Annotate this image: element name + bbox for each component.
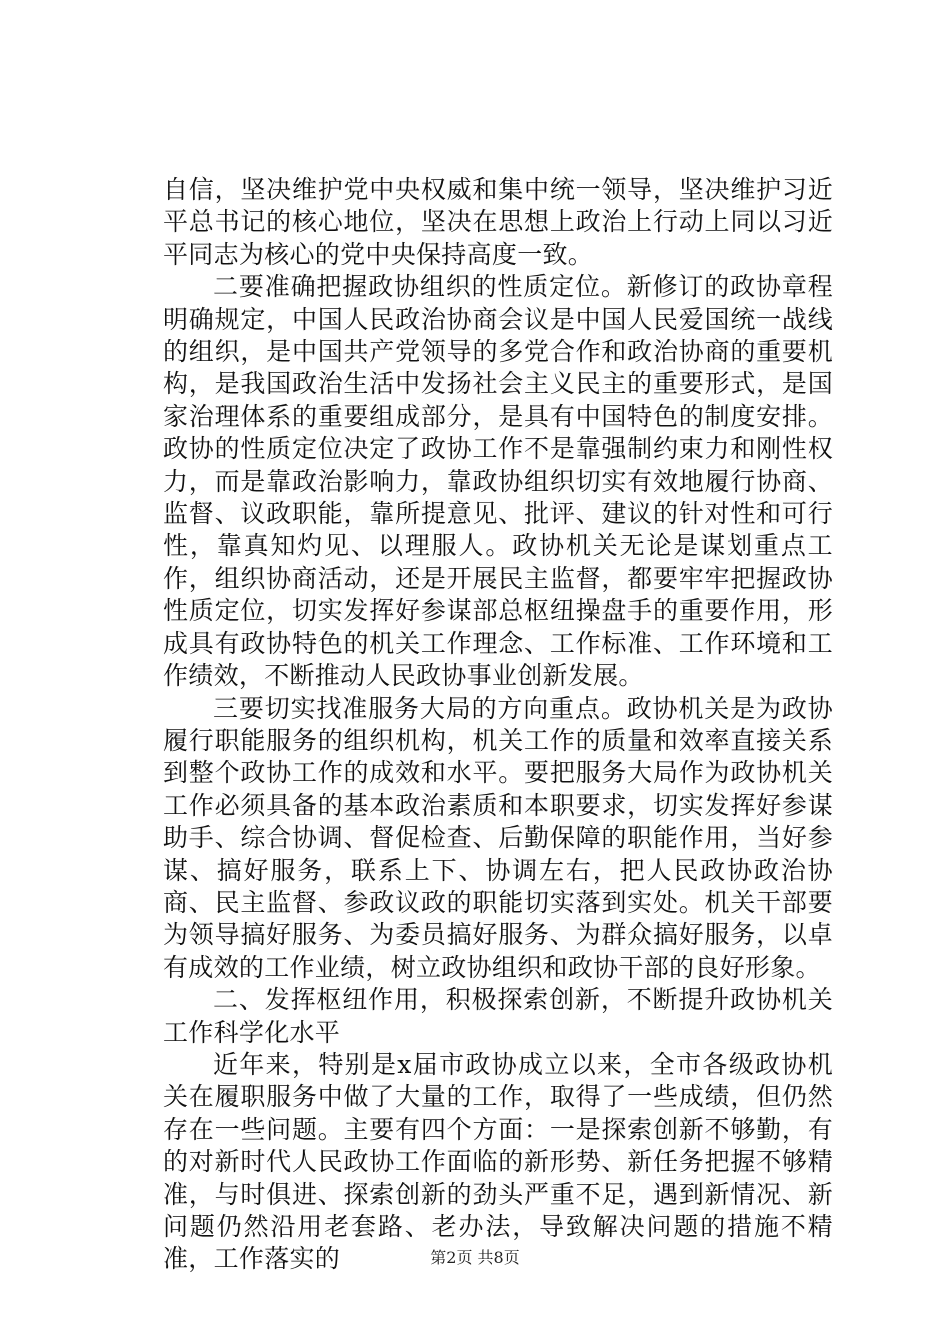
paragraph-serve-overall: 三要切实找准服务大局的方向重点。政协机关是为政协履行职能服务的组织机构，机关工作的质量和效率直接关系到整个政协工作的成效和水平。要把服务大局作为政协机关工作必须具备的基本政治素质和本职要求，切实发挥好参谋助手、综合协调、督促检查、后勤保障的职能作用，当好参谋、搞好服务，联系上下、协调左右，把人民政协政治协商、民主监督、参政议政的职能切实落到实处。机关干部要为领导搞好服务、为委员搞好服务、为群众搞好服务，以卓有成效的工作业绩，树立政协组织和政协干部的良好形象。 — [163, 693, 833, 982]
document-body — [163, 174, 833, 1276]
section-heading-2: 二、发挥枢纽作用，积极探索创新，不断提升政协机关工作科学化水平 — [163, 985, 833, 1047]
page-number-footer: 第2页 共8页 — [430, 1248, 520, 1267]
paragraph-continuation: 自信，坚决维护党中央权威和集中统一领导，坚决维护习近平总书记的核心地位，坚决在思想上政治上行动上同以习近平同志为核心的党中央保持高度一致。 — [163, 175, 833, 269]
paragraph-nature-positioning: 二要准确把握政协组织的性质定位。新修订的政协章程明确规定，中国人民政治协商会议是中国人民爱国统一战线的组织，是中国共产党领导的多党合作和政治协商的重要机构，是我国政治生活中发扬社会主义民主的重要形式，是国家治理体系的重要组成部分，是具有中国特色的制度安排。政协的性质定位决定了政协工作不是靠强制约束力和刚性权力，而是靠政治影响力，靠政协组织切实有效地履行协商、监督、议政职能，靠所提意见、批评、建议的针对性和可行性，靠真知灼见、以理服人。政协机关无论是谋划重点工作，组织协商活动，还是开展民主监督，都要牢牢把握政协性质定位，切实发挥好参谋部总枢纽操盘手的重要作用，形成具有政协特色的机关工作理念、工作标准、工作环境和工作绩效，不断推动人民政协事业创新发展。 — [163, 272, 833, 691]
paragraph-recent-years: 近年来，特别是x届市政协成立以来，全市各级政协机关在履职服务中做了大量的工作，取得了一些成绩，但仍然存在一些问题。主要有四个方面：一是探索创新不够勤，有的对新时代人民政协工作面临的新形势、新任务把握不够精准，与时俱进、探索创新的劲头严重不足，遇到新情况、新问题仍然沿用老套路、老办法，导致解决问题的措施不精准，工作落实的 — [163, 1049, 833, 1274]
